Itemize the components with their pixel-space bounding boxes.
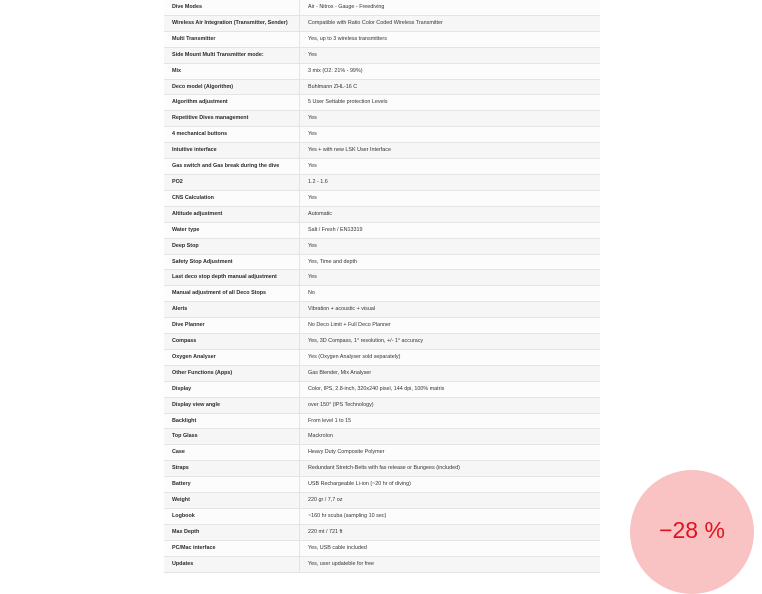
spec-value: Mackrolon xyxy=(300,429,601,445)
spec-row xyxy=(164,397,600,413)
spec-value: 1.2 - 1.6 xyxy=(300,174,601,190)
spec-label: Safety Stop Adjustment xyxy=(164,254,300,270)
spec-label: PO2 xyxy=(164,174,300,190)
spec-label: Altitude adjustment xyxy=(164,206,300,222)
specifications-table-body xyxy=(164,0,600,572)
spec-label: Display view angle xyxy=(164,397,300,413)
spec-label: Repetitive Dives management xyxy=(164,111,300,127)
spec-row xyxy=(164,493,600,509)
spec-value: Heavy Duty Composite Polymer xyxy=(300,445,601,461)
spec-value: Yes (Oxygen Analyser sold separately) xyxy=(300,349,601,365)
spec-value: Yes, 3D Compass, 1° resolution, +/- 1° accuracy xyxy=(300,334,601,350)
spec-label: Weight xyxy=(164,493,300,509)
spec-row xyxy=(164,238,600,254)
spec-label: Gas switch and Gas break during the dive xyxy=(164,159,300,175)
spec-label: Manual adjustment of all Deco Stops xyxy=(164,286,300,302)
spec-row xyxy=(164,111,600,127)
spec-label: Display xyxy=(164,381,300,397)
spec-label: Other Functions (Apps) xyxy=(164,365,300,381)
spec-row xyxy=(164,349,600,365)
spec-label: Side Mount Multi Transmitter mode: xyxy=(164,47,300,63)
spec-label: 4 mechanical buttons xyxy=(164,127,300,143)
spec-label: PC/Mac interface xyxy=(164,540,300,556)
spec-value: Yes, Time and depth xyxy=(300,254,601,270)
spec-value: USB Rechargeable Li-ion (~20 hr of diving) xyxy=(300,477,601,493)
spec-label: Straps xyxy=(164,461,300,477)
spec-row xyxy=(164,413,600,429)
spec-label: Backlight xyxy=(164,413,300,429)
spec-value: Yes, user updateble for free xyxy=(300,556,601,572)
spec-value: From level 1 to 15 xyxy=(300,413,601,429)
spec-value: No Deco Limit + Full Deco Planner xyxy=(300,318,601,334)
spec-row xyxy=(164,31,600,47)
spec-row xyxy=(164,47,600,63)
spec-value: 220 gr / 7,7 oz xyxy=(300,493,601,509)
spec-label: Intuitive interface xyxy=(164,143,300,159)
spec-value: Vibration + acoustic + visual xyxy=(300,302,601,318)
spec-value: Yes xyxy=(300,111,601,127)
spec-row xyxy=(164,381,600,397)
spec-row xyxy=(164,127,600,143)
spec-value: Automatic xyxy=(300,206,601,222)
spec-value: over 150° (IPS Technology) xyxy=(300,397,601,413)
spec-row xyxy=(164,461,600,477)
spec-label: Oxygen Analyser xyxy=(164,349,300,365)
spec-label: Dive Planner xyxy=(164,318,300,334)
spec-row xyxy=(164,524,600,540)
spec-label: Battery xyxy=(164,477,300,493)
spec-value: 5 User Settable protection Levels xyxy=(300,95,601,111)
spec-row xyxy=(164,509,600,525)
spec-value: Yes xyxy=(300,238,601,254)
spec-row xyxy=(164,334,600,350)
spec-value: Salt / Fresh / EN13319 xyxy=(300,222,601,238)
spec-row xyxy=(164,286,600,302)
specifications-table xyxy=(164,0,600,573)
spec-value: Yes xyxy=(300,47,601,63)
spec-row xyxy=(164,190,600,206)
spec-label: Alerts xyxy=(164,302,300,318)
spec-label: Water type xyxy=(164,222,300,238)
spec-value: 3 mix (O2: 21% - 99%) xyxy=(300,63,601,79)
spec-label: Logbook xyxy=(164,509,300,525)
spec-label: Last deco stop depth manual adjustment xyxy=(164,270,300,286)
spec-row xyxy=(164,206,600,222)
spec-row xyxy=(164,477,600,493)
spec-label: CNS Calculation xyxy=(164,190,300,206)
spec-row xyxy=(164,540,600,556)
spec-value: Air - Nitrox - Gauge - Freediving xyxy=(300,0,601,15)
spec-label: Mix xyxy=(164,63,300,79)
spec-label: Case xyxy=(164,445,300,461)
spec-row xyxy=(164,222,600,238)
spec-label: Top Glass xyxy=(164,429,300,445)
spec-row xyxy=(164,79,600,95)
spec-value: Yes, up to 3 wireless transmitters xyxy=(300,31,601,47)
spec-label: Wireless Air Integration (Transmitter, Sender) xyxy=(164,15,300,31)
spec-label: Dive Modes xyxy=(164,0,300,15)
spec-value: Buhlmann ZHL-16 C xyxy=(300,79,601,95)
spec-label: Deco model (Algorithm) xyxy=(164,79,300,95)
spec-row xyxy=(164,159,600,175)
spec-value: Yes xyxy=(300,270,601,286)
spec-value: Yes + with new LSK User Interface xyxy=(300,143,601,159)
spec-value: Yes xyxy=(300,159,601,175)
spec-label: Deep Stop xyxy=(164,238,300,254)
spec-row xyxy=(164,556,600,572)
spec-label: Compass xyxy=(164,334,300,350)
spec-value: Compatible with Ratio Color Coded Wireless Transmitter xyxy=(300,15,601,31)
spec-value: Yes xyxy=(300,127,601,143)
spec-label: Updates xyxy=(164,556,300,572)
spec-row xyxy=(164,254,600,270)
spec-row xyxy=(164,0,600,15)
spec-value: No xyxy=(300,286,601,302)
spec-value: 220 mt / 721 ft xyxy=(300,524,601,540)
spec-row xyxy=(164,270,600,286)
discount-badge xyxy=(630,470,754,594)
spec-value: Color, IPS, 2.8-inch, 320x240 pixel, 144 dpi, 100% matrix xyxy=(300,381,601,397)
spec-row xyxy=(164,318,600,334)
spec-label: Multi Transmitter xyxy=(164,31,300,47)
spec-value: Gas Blender, Mix Analyser xyxy=(300,365,601,381)
spec-row xyxy=(164,302,600,318)
spec-value: Redundant Stretch-Belts with fas release or Bungees (included) xyxy=(300,461,601,477)
spec-value: Yes, USB cable included xyxy=(300,540,601,556)
spec-row xyxy=(164,143,600,159)
spec-label: Algorithm adjustment xyxy=(164,95,300,111)
spec-row xyxy=(164,15,600,31)
spec-row xyxy=(164,429,600,445)
spec-row xyxy=(164,365,600,381)
spec-row xyxy=(164,445,600,461)
spec-value: ~160 hr scuba (sampling 10 sec) xyxy=(300,509,601,525)
spec-row xyxy=(164,95,600,111)
spec-value: Yes xyxy=(300,190,601,206)
spec-label: Max Depth xyxy=(164,524,300,540)
spec-row xyxy=(164,63,600,79)
spec-row xyxy=(164,174,600,190)
discount-badge-text: −28 % xyxy=(659,516,725,543)
